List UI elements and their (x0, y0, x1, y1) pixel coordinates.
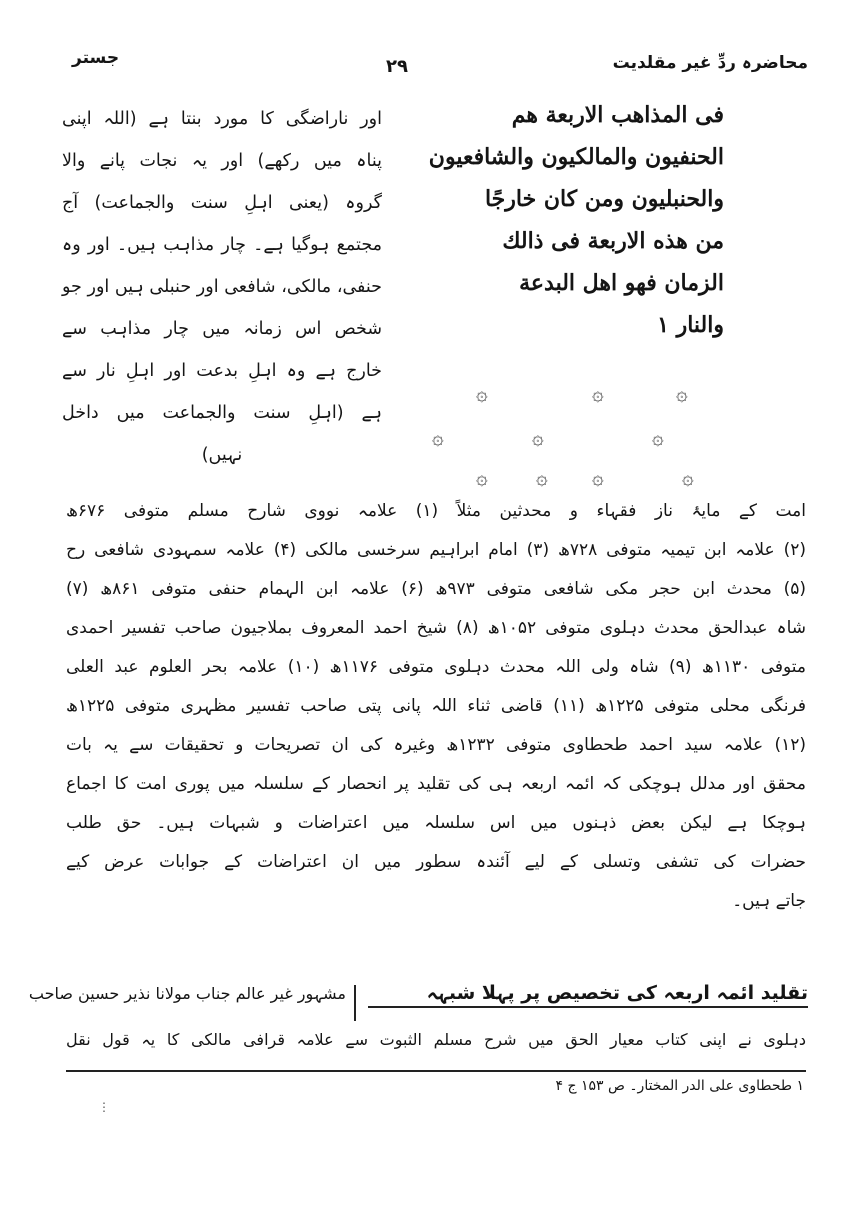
body-line: ہوچکا ہے لیکن بعض ذہنوں میں اس سلسلہ میں اعتراضات و شبہات ہیں۔ حق طلب (66, 813, 806, 833)
section-intro-text: مشہور غیر عالم جناب مولانا نذیر حسین صاحب (28, 984, 346, 1003)
arabic-quote-line: الزمان فهو اهل البدعة (519, 270, 724, 296)
urdu-translation-column (62, 98, 382, 476)
section-heading: تقلید ائمہ اربعہ کی تخصیص پر پہلا شبہہ (368, 982, 808, 1008)
header-left-note: جستر (72, 48, 120, 68)
body-line: شاہ عبدالحق محدث دہلوی متوفی ۱۰۵۲ھ (۸) شیخ احمد المعروف بملاجیون صاحب تفسیر احمدی (66, 618, 806, 638)
body-line: فرنگی محلی متوفی ۱۲۲۵ھ (۱۱) قاضی ثناء اللہ پانی پتی صاحب تفسیر مظہری متوفی ۱۲۲۵ھ (66, 696, 806, 716)
ornament-star-icon: ۞ (532, 425, 544, 449)
arabic-quote-column (404, 94, 724, 346)
body-line: (۲) علامہ ابن تیمیہ متوفی ۷۲۸ھ (۳) امام ابراہیم سرخسی مالکی (۴) علامہ سمہودی شافعی رح (66, 540, 807, 560)
body-line: امت کے مایۂ ناز فقہاء و محدثین مثلاً (۱) علامہ نووی شارح مسلم متوفی ۶۷۶ھ (66, 501, 806, 521)
translation-line: پناہ میں رکھے) اور یہ نجات پانے والا (62, 151, 382, 171)
ornament-star-icon: ۞ (476, 381, 488, 405)
body-line: حضرات کی تشفی وتسلی کے لیے آئندہ سطور میں ان اعتراضات کے جوابات عرض کیے (66, 852, 806, 872)
running-title: محاضرہ ردِّ غیر مقلدیت (612, 53, 808, 73)
print-speck: ⋮ (98, 1100, 110, 1114)
arabic-quote-line: من هذه الاربعة فى ذالك (502, 228, 724, 254)
ornament-star-icon: ۞ (652, 425, 664, 449)
footnote: ۱ طحطاوی علی الدر المختار۔ ص ۱۵۳ ج ۴ (555, 1078, 804, 1094)
ornament-star-icon: ۞ (592, 381, 604, 405)
heading-divider (354, 985, 356, 1021)
body-line: محقق اور مدلل ہوچکی کہ ائمہ اربعہ ہی کی تقلید پر انحصار کے سلسلہ میں پوری امت کا اجماع (66, 774, 806, 794)
footnote-rule (66, 1070, 806, 1072)
arabic-quote-line: والنار ۱ (657, 312, 724, 338)
translation-line: اور ناراضگی کا مورد بنتا ہے (اللہ اپنی (62, 109, 382, 129)
translation-line: نہیں) (201, 445, 243, 465)
translation-line: ہے (اہلِ سنت والجماعت میں داخل (62, 403, 382, 423)
body-line: جاتے ہیں۔ (732, 891, 806, 911)
ornament-star-icon: ۞ (536, 465, 548, 489)
ornament-star-icon: ۞ (682, 465, 694, 489)
ornament-star-icon: ۞ (476, 465, 488, 489)
arabic-quote-line: والحنبليون ومن كان خارجًا (484, 186, 724, 212)
body-line: (۵) محدث ابن حجر مکی شافعی متوفی ۹۷۳ھ (۶) علامہ ابن الہمام حنفی متوفی ۸۶۱ھ (۷) (66, 579, 807, 599)
translation-line: گروہ (یعنی اہلِ سنت والجماعت) آج (62, 193, 382, 213)
body-line: (۱۲) علامہ سید احمد طحطاوی متوفی ۱۲۳۲ھ وغیرہ کی ان تصریحات و تحقیقات سے یہ بات (66, 735, 807, 755)
translation-line: خارج ہے وہ اہلِ بدعت اور اہلِ نار سے (62, 361, 382, 381)
page-number: ۲۹ (386, 56, 408, 77)
translation-line: شخص اس زمانہ میں چار مذاہب سے (62, 319, 382, 339)
translation-line: مجتمع ہوگیا ہے۔ چار مذاہب ہیں۔ اور وہ (62, 235, 382, 255)
ornament-star-icon: ۞ (432, 425, 444, 449)
ornament-star-icon: ۞ (592, 465, 604, 489)
section-continuation-text: دہلوی نے اپنی کتاب معیار الحق میں شرح مسلم الثبوت سے علامہ قرافی مالکی کا یہ قول نقل (66, 1030, 806, 1049)
arabic-quote-line: فى المذاهب الاربعة هم (511, 102, 724, 128)
body-line: متوفی ۱۱۳۰ھ (۹) شاہ ولی اللہ محدث دہلوی متوفی ۱۱۷۶ھ (۱۰) علامہ بحر العلوم عبد العلی (66, 657, 807, 677)
translation-line: حنفی، مالکی، شافعی اور حنبلی ہیں اور جو (62, 277, 382, 297)
ornament-star-icon: ۞ (676, 381, 688, 405)
main-body-text (66, 492, 806, 921)
arabic-quote-line: الحنفيون والمالكيون والشافعيون (428, 144, 724, 170)
